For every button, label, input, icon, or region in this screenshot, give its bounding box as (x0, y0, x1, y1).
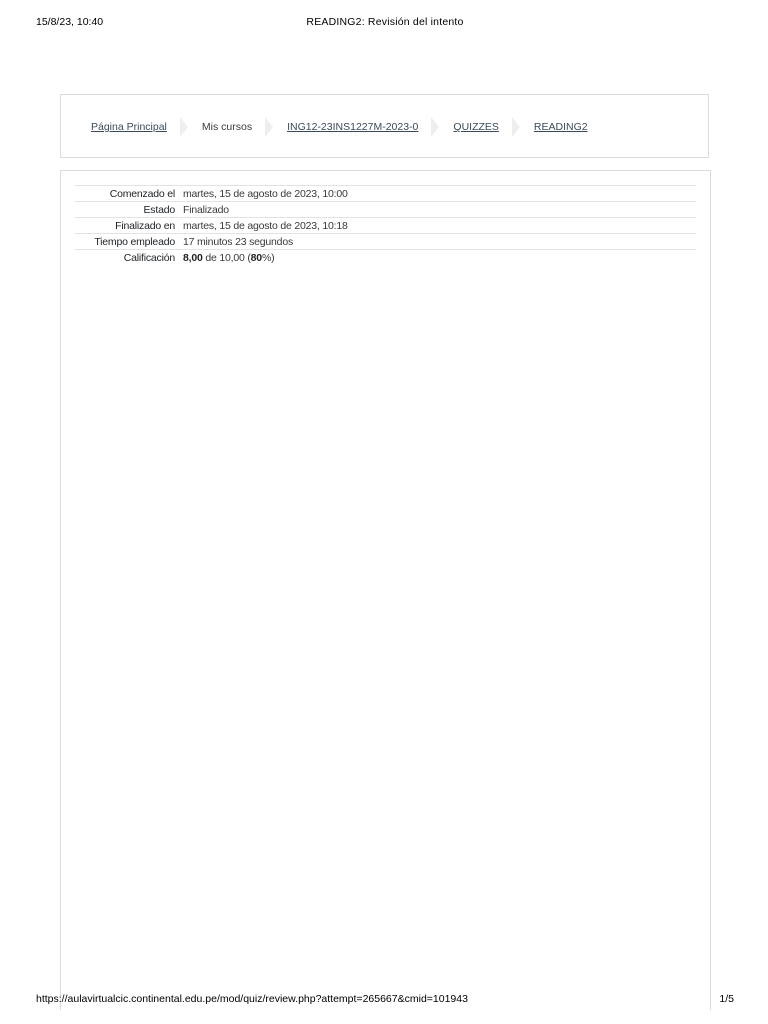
summary-row-grade (75, 250, 696, 266)
print-page-title: READING2: Revisión del intento (306, 16, 464, 28)
breadcrumb-item-reading2[interactable]: READING2 (533, 121, 588, 133)
grade-open-paren: ( (247, 251, 251, 264)
breadcrumb-separator-icon (180, 117, 189, 137)
print-footer (36, 993, 734, 1009)
grade-value (183, 250, 696, 266)
print-page-number: 1/5 (719, 993, 734, 1005)
breadcrumb-item-my-courses: Mis cursos (201, 121, 253, 133)
state-label: Estado (143, 203, 175, 216)
finished-label: Finalizado en (115, 219, 175, 232)
summary-row-time (75, 234, 696, 250)
grade-percent: 80 (250, 251, 262, 264)
state-value: Finalizado (183, 203, 229, 216)
finished-value: martes, 15 de agosto de 2023, 10:18 (183, 219, 348, 232)
attempt-summary-table (75, 185, 696, 266)
time-value: 17 minutos 23 segundos (183, 235, 294, 248)
print-datetime: 15/8/23, 10:40 (36, 16, 104, 28)
grade-of: de (205, 251, 217, 264)
breadcrumb-separator-icon (265, 117, 274, 137)
grade-max: 10,00 (219, 251, 245, 264)
summary-row-finished (75, 218, 696, 234)
breadcrumb-separator-icon (512, 117, 521, 137)
time-label: Tiempo empleado (94, 235, 175, 248)
breadcrumb-item-course[interactable]: ING12-23INS1227M-2023-0 (287, 121, 419, 133)
breadcrumb-separator-icon (431, 117, 440, 137)
summary-row-state (75, 202, 696, 218)
started-label: Comenzado el (109, 187, 175, 200)
started-value: martes, 15 de agosto de 2023, 10:00 (183, 187, 348, 200)
grade-label: Calificación (123, 251, 175, 264)
summary-row-started (75, 186, 696, 202)
breadcrumb-item-home[interactable]: Página Principal (91, 121, 167, 133)
breadcrumb-container (60, 94, 709, 158)
print-url: https://aulavirtualcic.continental.edu.pe/mod/quiz/review.php?attempt=265667&cmid=101943 (36, 993, 468, 1005)
grade-close-paren: %) (261, 251, 275, 264)
grade-score: 8,00 (183, 251, 203, 264)
quiz-review-region (60, 170, 711, 1010)
breadcrumb-item-quizzes[interactable]: QUIZZES (453, 121, 499, 133)
print-header (36, 16, 734, 32)
breadcrumb (91, 95, 588, 159)
